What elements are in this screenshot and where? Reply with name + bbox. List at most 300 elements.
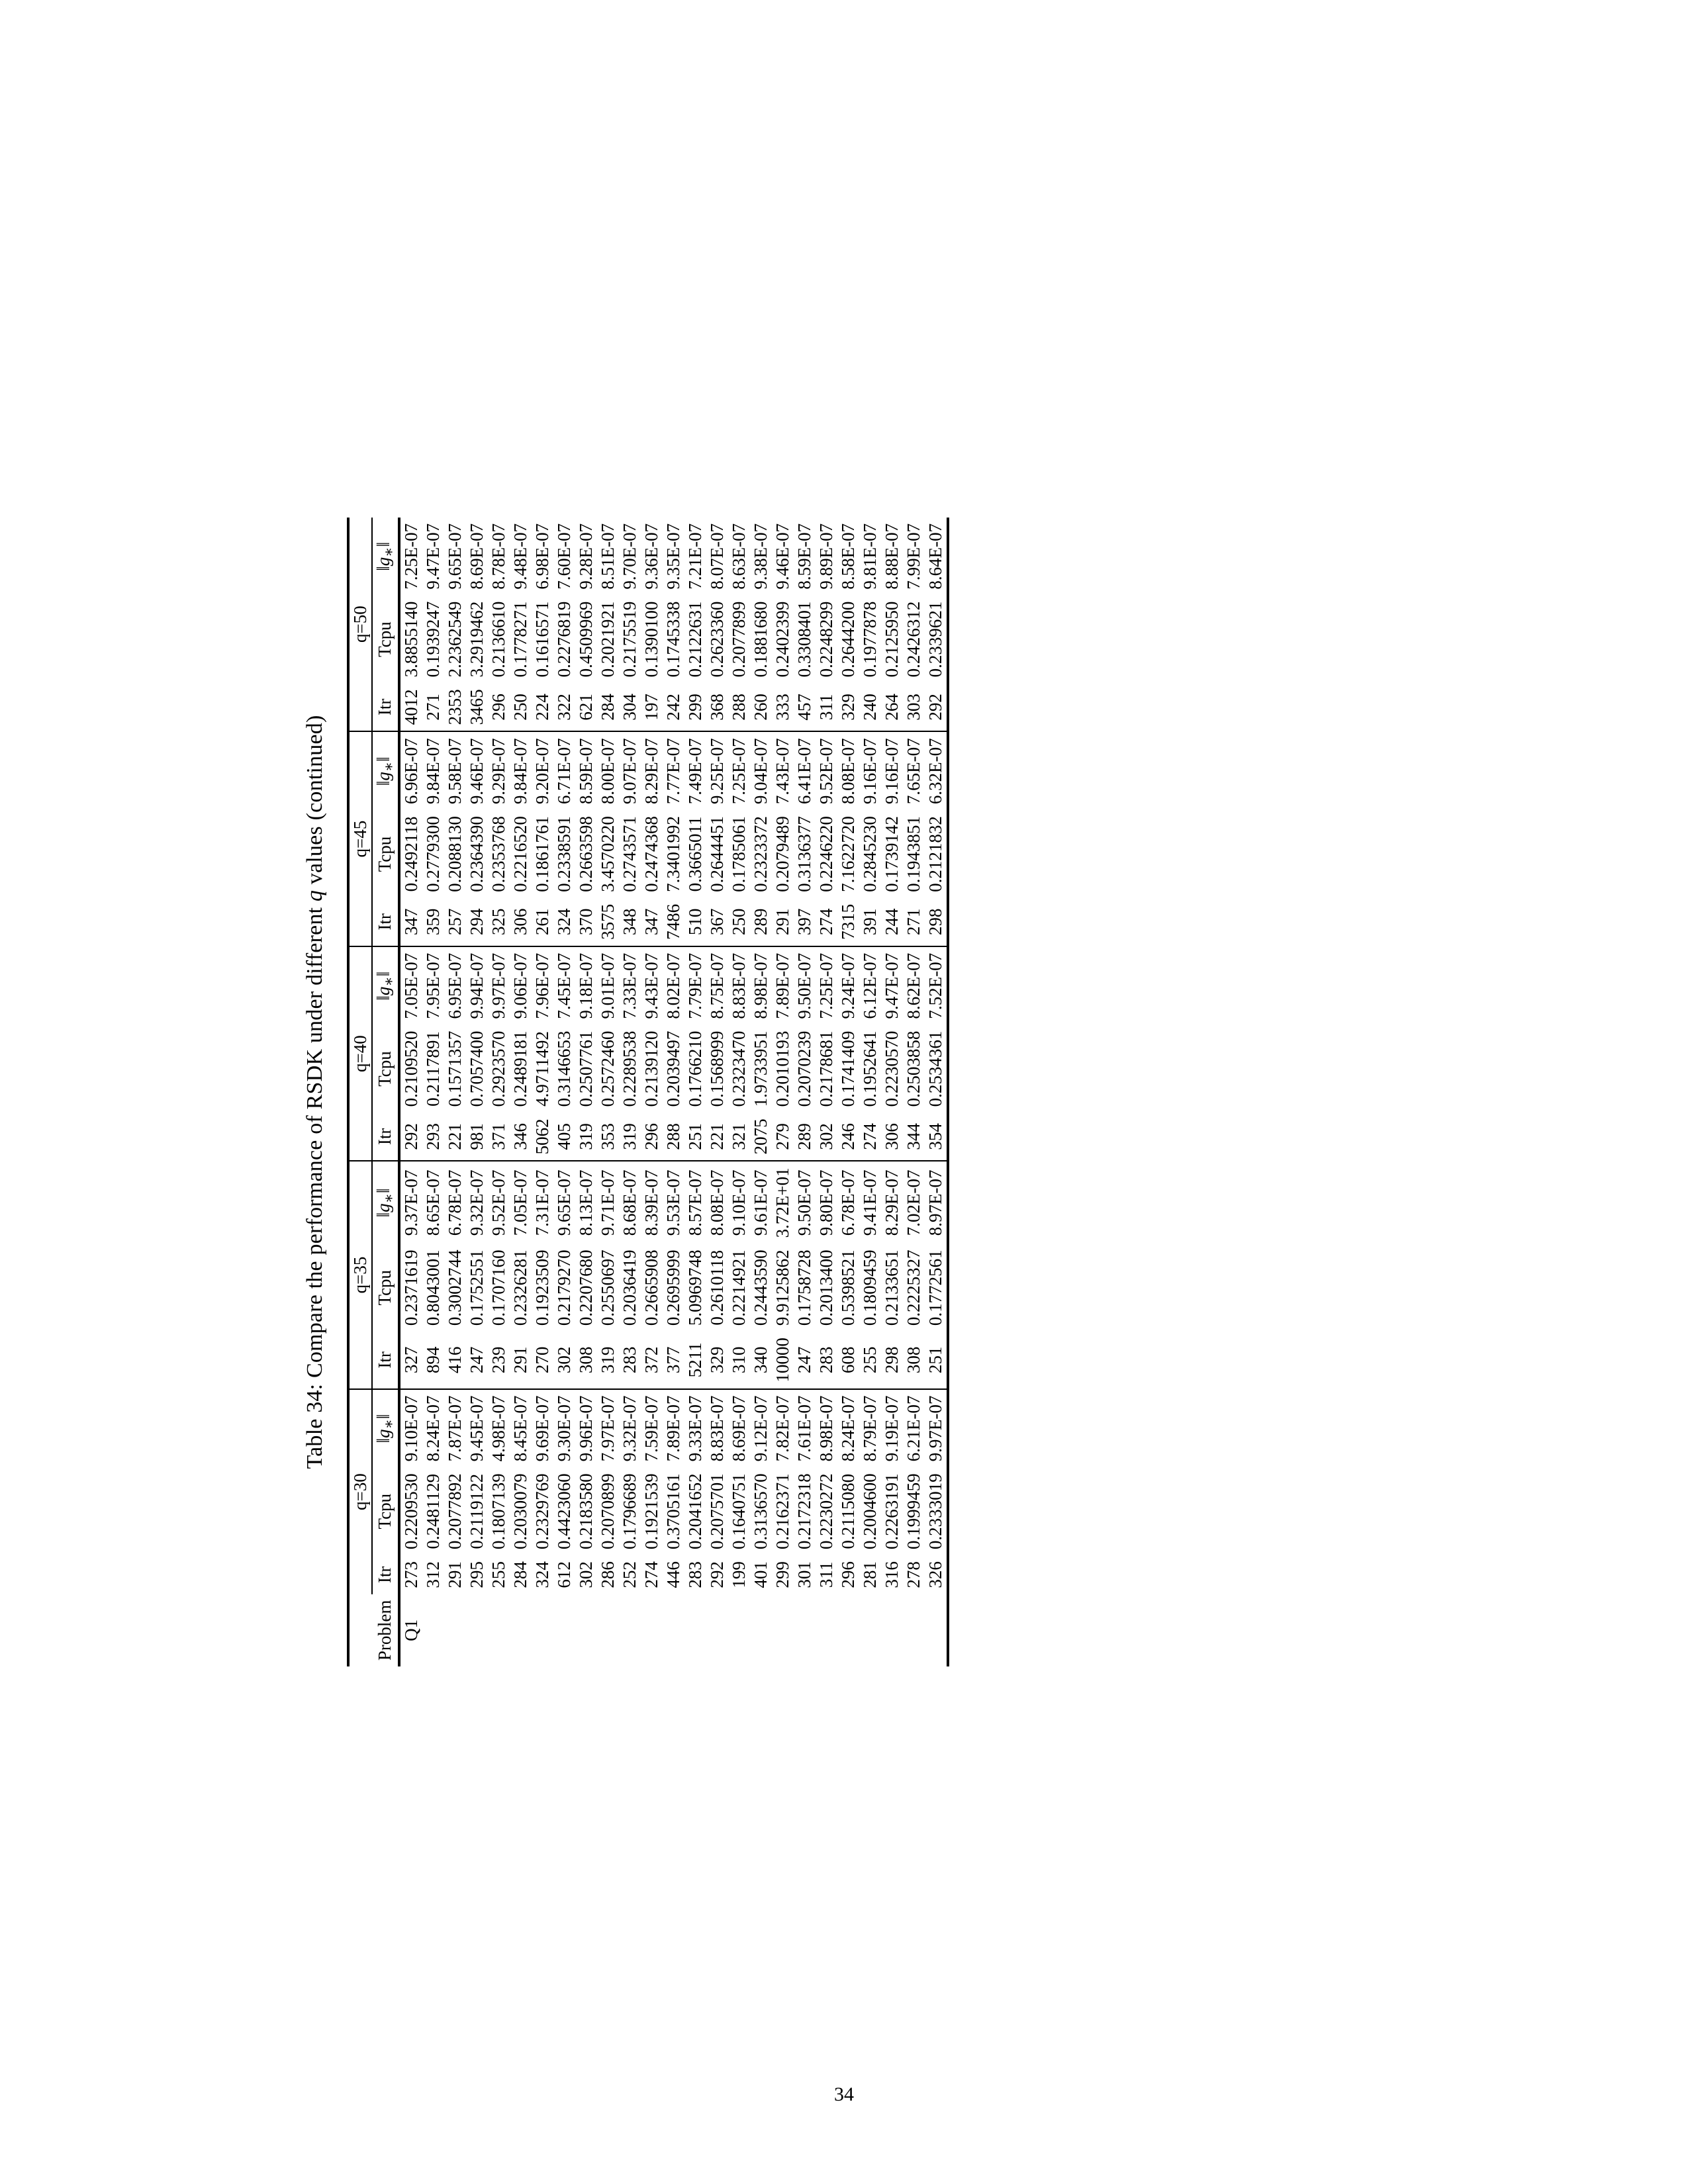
cell-q45-itr: 391 — [859, 898, 881, 946]
cell-q40-tcpu: 0.2503858 — [904, 1030, 924, 1107]
cell-q30-gnorm: 7.61E-07 — [794, 1395, 815, 1462]
table-row — [816, 518, 837, 1666]
cell-q50-itr: 260 — [750, 683, 772, 731]
cell-q40-itr: 344 — [903, 1113, 925, 1161]
cell-q30-gnorm: 7.97E-07 — [598, 1395, 618, 1462]
cell-q45-tcpu: 0.2079489 — [773, 816, 793, 892]
table-row — [663, 518, 684, 1666]
cell-q30-itr: 255 — [489, 1561, 509, 1588]
cell-q45-itr: 348 — [619, 898, 641, 946]
cell-q30-tcpu: 0.4423060 — [554, 1473, 575, 1550]
cell-q30-tcpu: 0.1640751 — [729, 1473, 749, 1550]
cell-q50-tcpu: 0.1390100 — [641, 601, 662, 678]
cell-q30-gnorm: 4.98E-07 — [489, 1395, 509, 1462]
column-header-q35-tcpu: Tcpu — [372, 1244, 400, 1332]
cell-q30-gnorm: 9.32E-07 — [620, 1395, 640, 1462]
cell-q40-itr: 274 — [859, 1113, 881, 1161]
cell-q45-tcpu: 7.1622720 — [838, 816, 859, 892]
cell-q35-tcpu: 5.0969748 — [685, 1250, 706, 1326]
cell-q40-itr: 302 — [816, 1113, 837, 1161]
cell-q45-itr: 325 — [488, 898, 510, 946]
problem-label-cell — [444, 1594, 466, 1667]
cell-q35-tcpu: 0.8043001 — [423, 1250, 444, 1326]
cell-q35-tcpu: 0.2225327 — [904, 1250, 924, 1326]
cell-q40-gnorm: 7.45E-07 — [554, 952, 575, 1019]
cell-q45-tcpu: 0.2338591 — [554, 816, 575, 892]
table-row — [553, 518, 575, 1666]
cell-q45-tcpu: 7.3401992 — [663, 816, 684, 892]
problem-label-cell — [422, 1594, 444, 1667]
cell-q30-itr: 296 — [838, 1561, 859, 1588]
cell-q40-gnorm: 8.62E-07 — [904, 952, 924, 1019]
cell-q40-gnorm: 9.97E-07 — [489, 952, 509, 1019]
cell-q45-tcpu: 0.2474368 — [641, 816, 662, 892]
cell-q30-itr: 301 — [794, 1561, 815, 1588]
table-row — [422, 518, 444, 1666]
cell-q40-itr: 405 — [553, 1113, 575, 1161]
cell-q40-gnorm: 9.18E-07 — [576, 952, 596, 1019]
cell-q35-gnorm: 9.71E-07 — [598, 1169, 618, 1236]
cell-q35-gnorm: 7.31E-07 — [532, 1169, 553, 1236]
cell-q50-tcpu: 2.2362549 — [445, 601, 465, 678]
table-caption — [301, 331, 330, 1853]
problem-label-cell — [641, 1594, 663, 1667]
cell-q35-gnorm: 8.29E-07 — [882, 1169, 902, 1236]
cell-q50-gnorm: 9.38E-07 — [751, 523, 771, 590]
cell-q45-tcpu: 0.2644451 — [707, 816, 727, 892]
cell-q40-gnorm: 9.24E-07 — [838, 952, 859, 1019]
cell-q35-gnorm: 3.72E+01 — [773, 1167, 793, 1238]
cell-q45-tcpu: 3.4570220 — [598, 816, 618, 892]
cell-q45-itr: 7315 — [837, 898, 859, 946]
column-header-q30-tcpu: Tcpu — [372, 1467, 400, 1555]
problem-label-cell — [466, 1594, 488, 1667]
cell-q35-gnorm: 6.78E-07 — [838, 1169, 859, 1236]
column-header-q35-gnorm: $‖g_∗‖$ — [372, 1161, 400, 1244]
cell-q40-tcpu: 4.9711492 — [532, 1031, 553, 1107]
cell-q30-tcpu: 0.1807139 — [489, 1473, 509, 1550]
cell-q40-tcpu: 0.2139120 — [641, 1030, 662, 1107]
cell-q40-gnorm: 8.75E-07 — [707, 952, 727, 1019]
cell-q50-itr: 296 — [488, 683, 510, 731]
cell-q35-itr: 416 — [444, 1332, 466, 1389]
table-row — [903, 518, 925, 1666]
cell-q40-tcpu: 0.2230570 — [882, 1030, 902, 1107]
cell-q35-tcpu: 0.1752551 — [467, 1250, 487, 1326]
cell-q30-gnorm: 9.33E-07 — [685, 1395, 706, 1462]
problem-label-cell — [488, 1594, 510, 1667]
cell-q45-tcpu: 0.2121832 — [925, 810, 948, 898]
cell-q50-tcpu: 0.2136610 — [489, 601, 509, 678]
cell-q50-gnorm: 9.70E-07 — [620, 523, 640, 590]
cell-q45-gnorm: 6.71E-07 — [554, 738, 575, 805]
cell-q50-tcpu: 0.1881680 — [751, 601, 771, 678]
cell-q40-tcpu: 0.2572460 — [598, 1030, 618, 1107]
cell-q50-tcpu: 3.2919462 — [467, 601, 487, 678]
table-row — [532, 518, 553, 1666]
cell-q30-itr: 311 — [816, 1561, 837, 1588]
cell-q35-tcpu: 0.3002744 — [445, 1250, 465, 1326]
cell-q30-gnorm: 9.19E-07 — [882, 1395, 902, 1462]
cell-q40-itr: 251 — [684, 1113, 706, 1161]
page-number: 34 — [834, 2083, 854, 2105]
cell-q30-tcpu: 0.2209530 — [401, 1473, 422, 1550]
cell-q50-tcpu: 0.2426312 — [904, 601, 924, 678]
cell-q35-tcpu: 0.2207680 — [576, 1250, 596, 1326]
cell-q40-tcpu: 0.2534361 — [925, 1025, 948, 1113]
cell-q30-gnorm: 6.21E-07 — [904, 1395, 924, 1462]
problem-label-cell — [925, 1594, 948, 1667]
cell-q45-gnorm: 9.16E-07 — [860, 738, 880, 805]
cell-q40-tcpu: 0.1952641 — [860, 1030, 880, 1107]
cell-q45-itr: 367 — [706, 898, 728, 946]
column-header-q30-itr: Itr — [372, 1555, 400, 1594]
cell-q45-itr: 294 — [466, 898, 488, 946]
cell-q30-tcpu: 0.2030079 — [510, 1473, 531, 1550]
cell-q30-itr: 326 — [925, 1555, 948, 1594]
cell-q50-itr: 322 — [553, 683, 575, 731]
cell-q40-tcpu: 0.2507761 — [576, 1030, 596, 1107]
cell-q35-itr: 5211 — [684, 1332, 706, 1389]
cell-q50-tcpu: 0.1616571 — [532, 601, 553, 678]
cell-q50-tcpu: 0.3308401 — [794, 601, 815, 678]
cell-q40-itr: 319 — [619, 1113, 641, 1161]
cell-q30-gnorm: 9.45E-07 — [467, 1395, 487, 1462]
table-row — [684, 518, 706, 1666]
cell-q40-tcpu: 0.1571357 — [445, 1030, 465, 1107]
cell-q45-tcpu: 0.1943851 — [904, 816, 924, 892]
cell-q45-itr: 261 — [532, 898, 553, 946]
cell-q45-itr: 370 — [575, 898, 597, 946]
cell-q45-tcpu: 0.2663598 — [576, 816, 596, 892]
cell-q35-itr: 239 — [488, 1332, 510, 1389]
cell-q40-gnorm: 7.25E-07 — [816, 952, 837, 1019]
cell-q35-gnorm: 8.13E-07 — [576, 1169, 596, 1236]
cell-q50-itr: 2353 — [444, 683, 466, 731]
caption-italic-symbol: q — [303, 889, 327, 902]
cell-q50-itr: 288 — [728, 683, 750, 731]
cell-q45-itr: 244 — [881, 898, 903, 946]
cell-q35-gnorm: 9.52E-07 — [489, 1169, 509, 1236]
cell-q45-gnorm: 9.16E-07 — [882, 738, 902, 805]
cell-q50-gnorm: 9.47E-07 — [423, 523, 444, 590]
cell-q45-tcpu: 0.2779300 — [423, 816, 444, 892]
cell-q35-itr: 310 — [728, 1332, 750, 1389]
cell-q35-tcpu: 0.2371619 — [401, 1250, 422, 1326]
cell-q30-gnorm: 8.83E-07 — [707, 1395, 727, 1462]
cell-q50-itr: 457 — [794, 683, 816, 731]
cell-q50-tcpu: 0.2077899 — [729, 601, 749, 678]
results-table — [347, 518, 950, 1666]
cell-q35-itr: 255 — [859, 1332, 881, 1389]
cell-q30-itr: 299 — [773, 1561, 793, 1588]
cell-q50-tcpu: 0.2623360 — [707, 601, 727, 678]
cell-q35-itr: 283 — [816, 1332, 837, 1389]
cell-q45-tcpu: 0.1861761 — [532, 816, 553, 892]
cell-q45-gnorm: 9.04E-07 — [751, 738, 771, 805]
cell-q50-tcpu: 0.1745338 — [663, 601, 684, 678]
cell-q50-itr: 621 — [575, 683, 597, 731]
problem-label-cell — [794, 1594, 816, 1667]
cell-q45-tcpu: 0.2743571 — [620, 816, 640, 892]
cell-q30-tcpu: 0.3136570 — [751, 1473, 771, 1550]
cell-q50-gnorm: 8.07E-07 — [707, 523, 727, 590]
cell-q45-gnorm: 9.52E-07 — [816, 738, 837, 805]
cell-q35-itr: 608 — [837, 1332, 859, 1389]
cell-q45-gnorm: 8.59E-07 — [576, 738, 596, 805]
cell-q35-tcpu: 0.2214921 — [729, 1250, 749, 1326]
cell-q40-itr: 371 — [488, 1113, 510, 1161]
cell-q45-tcpu: 0.3136377 — [794, 816, 815, 892]
cell-q30-gnorm: 7.89E-07 — [663, 1395, 684, 1462]
cell-q45-gnorm: 9.84E-07 — [423, 738, 444, 805]
cell-q30-tcpu: 0.2329769 — [532, 1473, 553, 1550]
cell-q50-itr: 264 — [881, 683, 903, 731]
cell-q40-itr: 292 — [399, 1113, 422, 1161]
table-row — [597, 518, 619, 1666]
cell-q30-itr: 281 — [860, 1561, 880, 1588]
cell-q30-tcpu: 0.3705161 — [663, 1473, 684, 1550]
cell-q50-tcpu: 0.2276819 — [554, 601, 575, 678]
cell-q40-gnorm: 7.33E-07 — [620, 952, 640, 1019]
cell-q40-itr: 221 — [444, 1113, 466, 1161]
cell-q50-gnorm: 8.78E-07 — [489, 523, 509, 590]
cell-q40-itr: 293 — [422, 1113, 444, 1161]
group-header-q30: q=30 — [348, 1389, 372, 1594]
cell-q40-tcpu: 0.1766210 — [685, 1030, 706, 1107]
cell-q40-gnorm: 9.47E-07 — [882, 952, 902, 1019]
cell-q35-gnorm: 8.08E-07 — [707, 1169, 727, 1236]
problem-label-cell: Q1 — [401, 1619, 422, 1641]
cell-q45-tcpu: 0.1785061 — [729, 816, 749, 892]
cell-q50-gnorm: 8.63E-07 — [729, 523, 749, 590]
cell-q50-tcpu: 0.1977878 — [860, 601, 880, 678]
cell-q45-tcpu: 0.2364390 — [467, 816, 487, 892]
table-wrapper — [347, 331, 950, 1853]
cell-q30-tcpu: 0.2077892 — [445, 1473, 465, 1550]
cell-q50-gnorm: 6.98E-07 — [532, 523, 553, 590]
column-header-q50-itr: Itr — [372, 683, 400, 731]
cell-q45-gnorm: 8.00E-07 — [598, 738, 618, 805]
cell-q40-tcpu: 0.2010193 — [773, 1030, 793, 1107]
cell-q30-itr: 324 — [532, 1561, 553, 1588]
cell-q40-gnorm: 6.12E-07 — [860, 952, 880, 1019]
cell-q35-gnorm: 9.41E-07 — [860, 1169, 880, 1236]
cell-q40-gnorm: 7.95E-07 — [423, 952, 444, 1019]
cell-q35-itr: 251 — [925, 1332, 948, 1389]
problem-label-cell — [663, 1594, 684, 1667]
cell-q35-tcpu: 0.1758728 — [794, 1250, 815, 1326]
problem-label-cell — [837, 1594, 859, 1667]
cell-q35-gnorm: 8.68E-07 — [620, 1169, 640, 1236]
cell-q45-itr: 7486 — [663, 898, 684, 946]
cell-q30-itr: 312 — [423, 1561, 444, 1588]
cell-q30-tcpu: 0.2041652 — [685, 1473, 706, 1550]
cell-q30-itr: 295 — [467, 1561, 487, 1588]
cell-q45-gnorm: 8.08E-07 — [838, 738, 859, 805]
cell-q35-itr: 377 — [663, 1332, 684, 1389]
cell-q30-itr: 401 — [751, 1561, 771, 1588]
cell-q40-tcpu: 0.2323470 — [729, 1030, 749, 1107]
cell-q45-tcpu: 0.2845230 — [860, 816, 880, 892]
cell-q30-gnorm: 7.82E-07 — [773, 1395, 793, 1462]
cell-q35-tcpu: 0.2665908 — [641, 1250, 662, 1326]
cell-q35-gnorm: 9.53E-07 — [663, 1169, 684, 1236]
rotated-landscape-page — [301, 331, 1387, 1853]
cell-q40-tcpu: 1.9733951 — [751, 1030, 771, 1107]
cell-q30-tcpu: 0.2075701 — [707, 1473, 727, 1550]
cell-q30-itr: 252 — [620, 1561, 640, 1588]
cell-q40-tcpu: 0.1568999 — [707, 1030, 727, 1107]
cell-q30-gnorm: 9.10E-07 — [401, 1395, 422, 1462]
cell-q40-tcpu: 0.2109520 — [401, 1030, 422, 1107]
cell-q35-tcpu: 0.2443590 — [751, 1250, 771, 1326]
cell-q50-tcpu: 0.2402399 — [773, 601, 793, 678]
cell-q50-gnorm: 9.81E-07 — [860, 523, 880, 590]
cell-q35-itr: 291 — [510, 1332, 532, 1389]
problem-label-cell — [816, 1594, 837, 1667]
table-row — [466, 518, 488, 1666]
cell-q35-itr: 894 — [422, 1332, 444, 1389]
cell-q50-tcpu: 0.2125950 — [882, 601, 902, 678]
cell-q40-itr: 319 — [575, 1113, 597, 1161]
cell-q45-itr: 274 — [816, 898, 837, 946]
column-header-q50-gnorm: $‖g_∗‖$ — [372, 518, 400, 596]
cell-q50-itr: 284 — [597, 683, 619, 731]
cell-q45-itr: 347 — [641, 898, 663, 946]
cell-q30-gnorm: 9.12E-07 — [751, 1395, 771, 1462]
cell-q50-itr: 292 — [925, 683, 948, 731]
cell-q35-itr: 10000 — [772, 1332, 794, 1389]
cell-q50-itr: 304 — [619, 683, 641, 731]
cell-q30-gnorm: 8.79E-07 — [860, 1395, 880, 1462]
cell-q40-tcpu: 0.2289538 — [620, 1030, 640, 1107]
cell-q45-itr: 271 — [903, 898, 925, 946]
group-header-q40: q=40 — [348, 946, 372, 1161]
cell-q45-gnorm: 7.25E-07 — [729, 738, 749, 805]
cell-q50-itr: 250 — [510, 683, 532, 731]
cell-q30-gnorm: 8.45E-07 — [510, 1395, 531, 1462]
column-header-q30-gnorm: $‖g_∗‖$ — [372, 1389, 400, 1468]
cell-q40-gnorm: 6.95E-07 — [445, 952, 465, 1019]
cell-q45-gnorm: 9.29E-07 — [489, 738, 509, 805]
cell-q30-tcpu: 0.1921539 — [641, 1473, 662, 1550]
cell-q35-tcpu: 0.2610118 — [707, 1250, 727, 1326]
cell-q35-tcpu: 0.2133651 — [882, 1250, 902, 1326]
problem-label-cell — [619, 1594, 641, 1667]
cell-q35-gnorm: 9.37E-07 — [401, 1169, 422, 1236]
cell-q40-tcpu: 0.2070239 — [794, 1030, 815, 1107]
cell-q45-tcpu: 0.2492118 — [401, 816, 422, 892]
cell-q30-gnorm: 7.59E-07 — [641, 1395, 662, 1462]
cell-q35-itr: 327 — [399, 1332, 422, 1389]
cell-q40-tcpu: 0.2178681 — [816, 1030, 837, 1107]
cell-q40-gnorm: 9.43E-07 — [641, 952, 662, 1019]
group-header-q35: q=35 — [348, 1161, 372, 1388]
column-header-row — [372, 518, 400, 1666]
cell-q35-tcpu: 0.1707160 — [489, 1250, 509, 1326]
cell-q50-itr: 299 — [684, 683, 706, 731]
column-header-q45-gnorm: $‖g_∗‖$ — [372, 731, 400, 810]
cell-q35-gnorm: 8.57E-07 — [685, 1169, 706, 1236]
cell-q45-itr: 306 — [510, 898, 532, 946]
cell-q35-itr: 319 — [597, 1332, 619, 1389]
table-row — [575, 518, 597, 1666]
cell-q30-itr: 284 — [510, 1561, 531, 1588]
cell-q50-itr: 4012 — [399, 683, 422, 731]
cell-q50-gnorm: 8.69E-07 — [467, 523, 487, 590]
cell-q50-gnorm: 8.59E-07 — [794, 523, 815, 590]
cell-q35-tcpu: 9.9125862 — [773, 1250, 793, 1326]
cell-q30-itr: 446 — [663, 1561, 684, 1588]
cell-q30-gnorm: 8.69E-07 — [729, 1395, 749, 1462]
cell-q45-itr: 324 — [553, 898, 575, 946]
cell-q50-gnorm: 9.28E-07 — [576, 523, 596, 590]
cell-q40-itr: 981 — [466, 1113, 488, 1161]
cell-q50-gnorm: 9.65E-07 — [445, 523, 465, 590]
cell-q35-gnorm: 6.78E-07 — [445, 1169, 465, 1236]
cell-q50-gnorm: 8.51E-07 — [598, 523, 618, 590]
cell-q35-tcpu: 0.1772561 — [925, 1244, 948, 1332]
cell-q45-gnorm: 7.77E-07 — [663, 738, 684, 805]
cell-q45-tcpu: 0.2323372 — [751, 816, 771, 892]
problem-label-cell — [553, 1594, 575, 1667]
table-row — [488, 518, 510, 1666]
cell-q45-gnorm: 6.32E-07 — [925, 731, 948, 810]
cell-q50-itr: 197 — [641, 683, 663, 731]
cell-q50-tcpu: 0.1939247 — [423, 601, 444, 678]
cell-q50-gnorm: 8.58E-07 — [838, 523, 859, 590]
cell-q50-itr: 303 — [903, 683, 925, 731]
cell-q50-gnorm: 9.36E-07 — [641, 523, 662, 590]
table-head — [348, 518, 400, 1666]
cell-q30-itr: 286 — [598, 1561, 618, 1588]
cell-q35-gnorm: 9.32E-07 — [467, 1169, 487, 1236]
cell-q35-itr: 247 — [466, 1332, 488, 1389]
cell-q40-gnorm: 7.89E-07 — [773, 952, 793, 1019]
cell-q40-itr: 289 — [794, 1113, 816, 1161]
cell-q45-tcpu: 0.1739142 — [882, 816, 902, 892]
cell-q40-gnorm: 9.06E-07 — [510, 952, 531, 1019]
cell-q45-gnorm: 7.65E-07 — [904, 738, 924, 805]
table-row — [837, 518, 859, 1666]
cell-q50-gnorm: 9.89E-07 — [816, 523, 837, 590]
cell-q40-gnorm: 7.52E-07 — [925, 946, 948, 1025]
cell-q40-itr: 221 — [706, 1113, 728, 1161]
problem-label-cell — [750, 1594, 772, 1667]
cell-q30-gnorm: 9.30E-07 — [554, 1395, 575, 1462]
problem-label-cell — [597, 1594, 619, 1667]
cell-q50-gnorm: 7.99E-07 — [904, 523, 924, 590]
table-body — [399, 518, 948, 1666]
cell-q35-itr: 372 — [641, 1332, 663, 1389]
cell-q45-gnorm: 6.96E-07 — [401, 738, 422, 805]
cell-q45-gnorm: 9.46E-07 — [467, 738, 487, 805]
problem-label-cell — [859, 1594, 881, 1667]
cell-q50-tcpu: 0.2248299 — [816, 601, 837, 678]
cell-q45-itr: 510 — [684, 898, 706, 946]
cell-q40-gnorm: 9.94E-07 — [467, 952, 487, 1019]
caption-prefix: Table 34: Compare the performance of RSDK under different — [303, 901, 327, 1469]
table-row — [399, 518, 422, 1666]
cell-q40-itr: 246 — [837, 1113, 859, 1161]
cell-q40-gnorm: 8.02E-07 — [663, 952, 684, 1019]
cell-q35-itr: 302 — [553, 1332, 575, 1389]
group-header-q50: q=50 — [348, 518, 372, 731]
cell-q40-gnorm: 9.50E-07 — [794, 952, 815, 1019]
column-header-q45-tcpu: Tcpu — [372, 810, 400, 898]
cell-q30-itr: 292 — [707, 1561, 727, 1588]
